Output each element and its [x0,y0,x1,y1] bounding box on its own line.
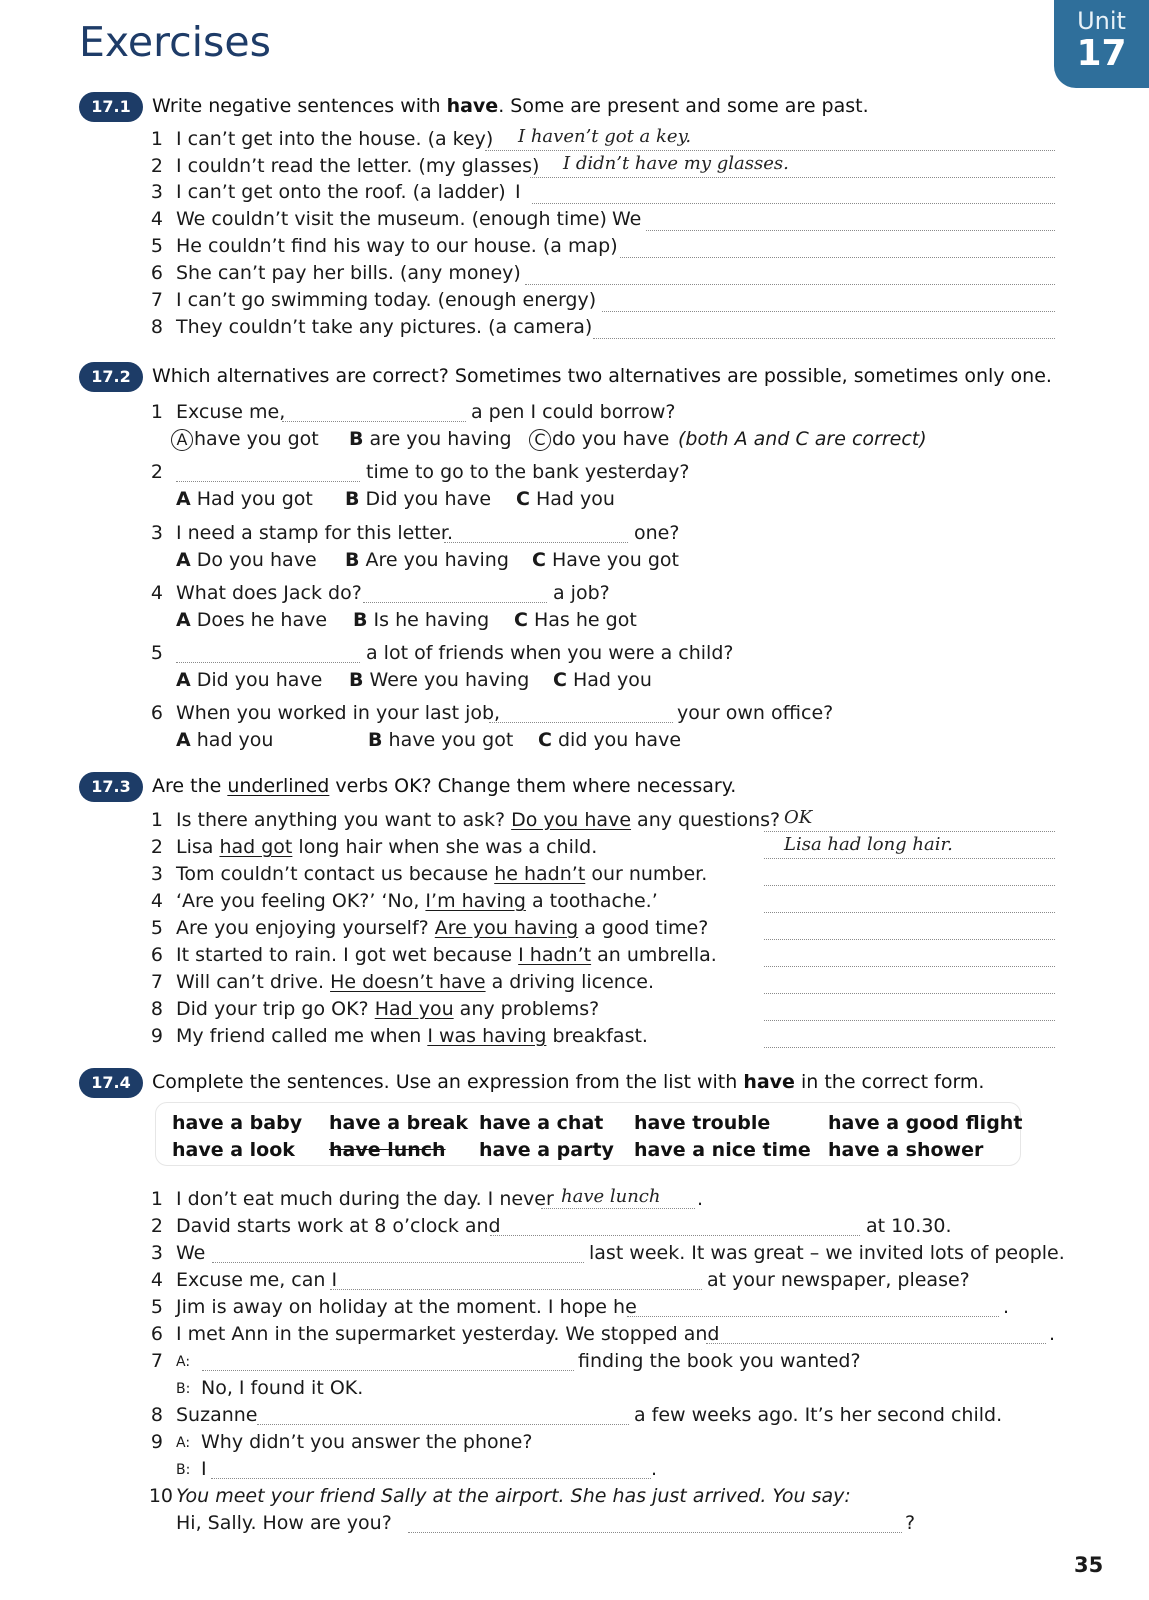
answer-gap[interactable] [489,722,673,723]
answer-line[interactable] [257,1424,629,1425]
item-situation: You meet your friend Sally at the airport. She has just arrived. You say: [176,1485,851,1507]
option-c[interactable]: C Has he got [514,609,637,631]
expression: have a look [172,1139,295,1161]
item-prompt-end: . [651,1458,658,1480]
page-title: Exercises [79,18,271,66]
option-b[interactable]: B Were you having [349,669,530,691]
item-reply: No, I found it OK. [201,1377,364,1399]
item-prompt-end: . [697,1188,704,1210]
answer-line[interactable] [593,338,1055,339]
answer-gap[interactable] [444,542,628,543]
item-prompt-start: David starts work at 8 o’clock and [176,1215,501,1237]
option-c[interactable]: C do you have [529,428,669,451]
page-number: 35 [1074,1553,1104,1577]
item-sentence: Is there anything you want to ask? Do you have any questions? [176,809,781,831]
answer-line[interactable] [627,1316,999,1317]
answer-line[interactable] [525,284,1055,285]
item-number: 1 [150,128,163,150]
item-number: 1 [150,809,163,831]
unit-number: 17 [1076,33,1127,74]
answer-line[interactable] [764,1047,1055,1048]
answer-line[interactable] [330,1289,702,1290]
item-number: 3 [150,522,163,544]
item-number: 8 [150,1404,163,1426]
handwritten-answer: Lisa had long hair. [784,834,953,855]
item-number: 6 [150,1323,163,1345]
option-b[interactable]: B have you got [368,729,514,751]
item-prompt-start: Excuse me, can I [176,1269,338,1291]
expression: have a party [479,1139,614,1161]
exercise-instruction-17-2: Which alternatives are correct? Sometimes two alternatives are possible, sometimes only one. [152,365,1052,387]
option-a[interactable]: A have you got [171,428,319,451]
item-prompt-end: a pen I could borrow? [471,401,676,423]
item-prompt: Why didn’t you answer the phone? [201,1431,533,1453]
expression: have a break [329,1112,468,1134]
exercise-badge-17-2: 17.2 [79,362,143,392]
item-prompt-end: ? [905,1512,916,1534]
item-prompt: I couldn’t read the letter. (my glasses) [176,155,540,177]
expression: have a nice time [634,1139,811,1161]
item-number: 4 [150,582,163,604]
item-prompt-start: I met Ann in the supermarket yesterday. We stopped and [176,1323,720,1345]
item-prompt: I can’t get into the house. (a key) [176,128,494,150]
answer-line[interactable] [764,966,1055,967]
item-number: 1 [150,401,163,423]
item-prompt: She can’t pay her bills. (any money) [176,262,521,284]
answer-line[interactable] [764,993,1055,994]
answer-line[interactable] [764,831,1055,832]
expression-used: have lunch [329,1139,446,1161]
option-a[interactable]: A Does he have [176,609,328,631]
item-number: 3 [150,1242,163,1264]
exercise-instruction-17-4: Complete the sentences. Use an expression from the list with have in the correct form. [152,1071,985,1093]
option-c[interactable]: C Had you [516,488,615,510]
item-number: 5 [150,642,163,664]
item-prompt-end: at your newspaper, please? [707,1269,970,1291]
answer-line[interactable] [541,1208,695,1209]
item-number: 8 [150,998,163,1020]
answer-line[interactable] [530,177,1055,178]
item-prompt-start: We [176,1242,206,1264]
unit-tab [1054,0,1149,88]
item-prompt-end: one? [634,522,680,544]
item-number: 8 [150,316,163,338]
item-sentence: My friend called me when I was having breakfast. [176,1025,648,1047]
option-b[interactable]: B Is he having [353,609,490,631]
speaker-label: A: [176,1354,191,1370]
speaker-label: A: [176,1435,191,1451]
handwritten-answer: have lunch [561,1186,661,1207]
expression: have a chat [479,1112,604,1134]
item-prompt-end: . [1003,1296,1010,1318]
item-number: 7 [150,289,163,311]
answer-line[interactable] [764,885,1055,886]
answer-line[interactable] [212,1262,584,1263]
item-prompt-end: a lot of friends when you were a child? [366,642,734,664]
answer-gap[interactable] [363,602,547,603]
item-prompt-end: . [1049,1323,1056,1345]
answer-line[interactable] [602,311,1055,312]
option-b[interactable]: B are you having [349,428,512,450]
answer-prefix: We [612,208,642,230]
exercise-badge-17-3: 17.3 [79,772,143,802]
item-prompt: We couldn’t visit the museum. (enough time) [176,208,607,230]
handwritten-answer: OK [784,807,813,828]
answer-gap[interactable] [176,481,360,482]
item-sentence: Are you enjoying yourself? Are you having a good time? [176,917,709,939]
item-prompt: I can’t get onto the roof. (a ladder) [176,181,506,203]
item-number: 9 [150,1431,163,1453]
item-prompt-end: time to go to the bank yesterday? [366,461,690,483]
item-number: 7 [150,1350,163,1372]
item-prompt-start: When you worked in your last job, [176,702,501,724]
answer-line[interactable] [706,1343,1046,1344]
item-number: 2 [150,155,163,177]
item-number: 5 [150,917,163,939]
item-prompt-start: Hi, Sally. How are you? [176,1512,392,1534]
item-prompt-end: a few weeks ago. It’s her second child. [634,1404,1003,1426]
expression: have trouble [634,1112,771,1134]
answer-line[interactable] [211,1478,651,1479]
handwritten-answer: I haven’t got a key. [518,126,692,147]
item-number: 9 [150,1025,163,1047]
option-c[interactable]: C Have you got [532,549,679,571]
item-number: 6 [150,702,163,724]
item-prompt-start: What does Jack do? [176,582,362,604]
option-b[interactable]: B Did you have [345,488,492,510]
item-number: 3 [150,863,163,885]
item-prompt-end: at 10.30. [866,1215,952,1237]
item-number: 7 [150,971,163,993]
option-c[interactable]: C did you have [538,729,682,751]
item-number: 2 [150,1215,163,1237]
unit-label: Unit [1077,7,1126,35]
speaker-label: B: [176,1462,191,1478]
item-number: 2 [150,836,163,858]
item-sentence: It started to rain. I got wet because I hadn’t an umbrella. [176,944,717,966]
item-number: 6 [150,262,163,284]
item-prompt-start: I [201,1458,207,1480]
item-number: 4 [150,208,163,230]
item-number: 5 [150,1296,163,1318]
item-prompt-start: Excuse me, [176,401,286,423]
option-a[interactable]: A Do you have [176,549,317,571]
exercise-instruction-17-1: Write negative sentences with have. Some are present and some are past. [152,95,869,117]
option-b[interactable]: B Are you having [345,549,509,571]
answer-line[interactable] [485,150,1055,151]
item-prompt-start: Suzanne [176,1404,258,1426]
item-prompt-start: Jim is away on holiday at the moment. I hope he [176,1296,637,1318]
expression: have a shower [828,1139,984,1161]
item-number: 4 [150,1269,163,1291]
answer-gap[interactable] [282,421,466,422]
exercise-instruction-17-3: Are the underlined verbs OK? Change them where necessary. [152,775,737,797]
answer-line[interactable] [764,912,1055,913]
answer-note: (both A and C are correct) [678,428,927,450]
item-number: 4 [150,890,163,912]
item-prompt-end: your own office? [677,702,834,724]
exercise-badge-17-1: 17.1 [79,92,143,122]
item-prompt: He couldn’t find his way to our house. (a map) [176,235,618,257]
answer-line[interactable] [532,203,1055,204]
option-a[interactable]: A Did you have [176,669,323,691]
item-prompt-start: I don’t eat much during the day. I never [176,1188,554,1210]
answer-prefix: I [515,181,521,203]
item-number: 10 [148,1485,173,1507]
item-prompt-start: I need a stamp for this letter. [176,522,453,544]
item-number: 5 [150,235,163,257]
answer-line[interactable] [408,1532,902,1533]
item-number: 3 [150,181,163,203]
item-sentence: Tom couldn’t contact us because he hadn’t our number. [176,863,708,885]
answer-line[interactable] [620,257,1055,258]
option-a[interactable]: A Had you got [176,488,313,510]
option-c[interactable]: C Had you [553,669,652,691]
answer-line[interactable] [202,1370,574,1371]
option-a[interactable]: A had you [176,729,274,751]
answer-gap[interactable] [176,662,360,663]
answer-line[interactable] [764,1020,1055,1021]
item-number: 2 [150,461,163,483]
speaker-label: B: [176,1381,191,1397]
item-sentence: Lisa had got long hair when she was a child. [176,836,598,858]
answer-line[interactable] [646,230,1055,231]
handwritten-answer: I didn’t have my glasses. [563,153,789,174]
item-prompt: They couldn’t take any pictures. (a camera) [176,316,593,338]
item-number: 1 [150,1188,163,1210]
exercise-badge-17-4: 17.4 [79,1068,143,1098]
answer-line[interactable] [764,939,1055,940]
item-prompt-end: last week. It was great – we invited lots of people. [589,1242,1065,1264]
item-number: 6 [150,944,163,966]
item-sentence: Did your trip go OK? Had you any problems? [176,998,600,1020]
item-prompt: I can’t go swimming today. (enough energy) [176,289,597,311]
item-prompt-end: a job? [553,582,610,604]
expression: have a baby [172,1112,303,1134]
answer-line[interactable] [764,858,1055,859]
answer-line[interactable] [490,1235,860,1236]
item-sentence: Will can’t drive. He doesn’t have a driving licence. [176,971,655,993]
expression: have a good flight [828,1112,1023,1134]
item-prompt-end: finding the book you wanted? [578,1350,861,1372]
item-sentence: ‘Are you feeling OK?’ ‘No, I’m having a toothache.’ [176,890,658,912]
